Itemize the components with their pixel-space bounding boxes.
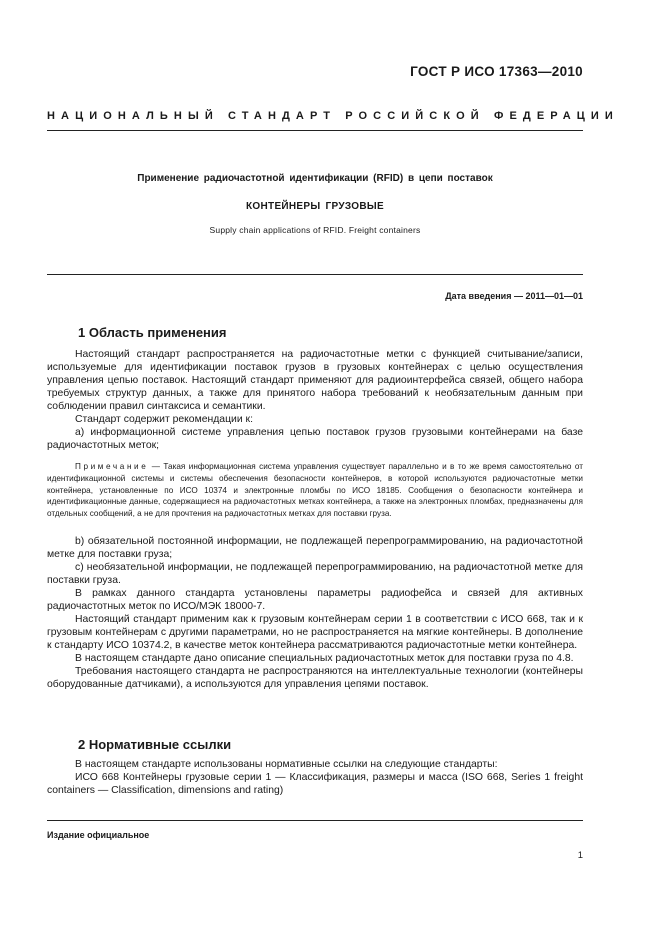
paragraph: Требования настоящего стандарта не распространяются на интеллектуальные технологии (контейнеры оборудованные датчиками), а используются для управления цепями поставок. (47, 666, 583, 690)
title-rule (47, 274, 583, 275)
paragraph: В рамках данного стандарта установлены параметры радиофейса и связей для активных радиочастотных меток по ИСО/МЭК 18000-7. (47, 588, 583, 612)
paragraph: c) необязательной информации, не подлежащей перепрограммированию, на радиочастотной метке для поставки груза. (47, 562, 583, 586)
document-number: ГОСТ Р ИСО 17363—2010 (410, 64, 583, 79)
introduction-date: Дата введения — 2011—01—01 (445, 291, 583, 301)
header-rule (47, 130, 583, 131)
note-label: Примечание (75, 462, 149, 471)
document-title: Применение радиочастотной идентификации (RFID) в цепи поставок (137, 173, 493, 184)
page-number: 1 (577, 850, 583, 861)
section-2-heading: 2 Нормативные ссылки (78, 737, 232, 752)
paragraph: а) информационной системе управления цепью поставок грузов грузовыми контейнерами на базе радиочастотных меток; (47, 427, 583, 451)
paragraph: Настоящий стандарт применим как к грузовым контейнерам серии 1 в соответствии с ИСО 668, так и к грузовым контейнерам с другими параметрами, но не распространяется на мягкие контейнеры. В дополнение к стандарту ИСО 10374.2, в качестве меток контейнера рассматриваются радиочастотные метки контейнера. (47, 614, 583, 651)
footer-rule (47, 820, 583, 821)
section-2-body (47, 758, 583, 797)
paragraph: b) обязательной постоянной информации, не подлежащей перепрограммированию, на радиочастотной метке для поставки груза; (47, 536, 583, 560)
note-text: — Такая информационная система управления существует параллельно и в то же время самостоятельно от идентификационной системы и системы обеспечения безопасности контейнеров, в которой используются радиочастотные метки контейнера, установленные по ИСО 10374 и электронные пломбы по ИСО 18185. Сообщения о безопасности контейнера и идентификационные данные, содержащиеся на радиочастотных метках контейнера, а также на электронных пломбах, предназначены для отдельных сообщений, а не для прочтения на радиочастотных метках для поставки груза. (47, 462, 583, 519)
document-title-english: Supply chain applications of RFID. Freight containers (209, 225, 421, 235)
edition-label: Издание официальное (47, 830, 150, 840)
paragraph: Настоящий стандарт распространяется на радиочастотные метки с функцией считывание/записи, используемые для идентификации поставок грузов в грузовых контейнерах с целью осуществления управления цепью поставок. Настоящий стандарт применяют для радиоинтерфейса связей, общего набора требуемых структур данных, а также для принятого набора требований к необязательным данным при соблюдении правил синтаксиса и семантики. (47, 349, 583, 412)
paragraph: Стандарт содержит рекомендации к: (75, 414, 253, 425)
note-block (47, 461, 583, 520)
section-1-heading: 1 Область применения (78, 325, 227, 340)
section-1-body-continued (47, 535, 583, 691)
document-subtitle: КОНТЕЙНЕРЫ ГРУЗОВЫЕ (246, 201, 384, 212)
paragraph: В настоящем стандарте дано описание специальных радиочастотных меток для поставки груза по 4.8. (75, 653, 574, 664)
paragraph: ИСО 668 Контейнеры грузовые серии 1 — Классификация, размеры и масса (ISO 668, Series 1 freight containers — Classification, dimensions and rating) (47, 772, 583, 796)
national-standard-heading: НАЦИОНАЛЬНЫЙ СТАНДАРТ РОССИЙСКОЙ ФЕДЕРАЦИИ (47, 110, 619, 122)
section-1-body (47, 348, 583, 452)
note-paragraph (47, 461, 583, 520)
paragraph: В настоящем стандарте использованы нормативные ссылки на следующие стандарты: (75, 759, 498, 770)
